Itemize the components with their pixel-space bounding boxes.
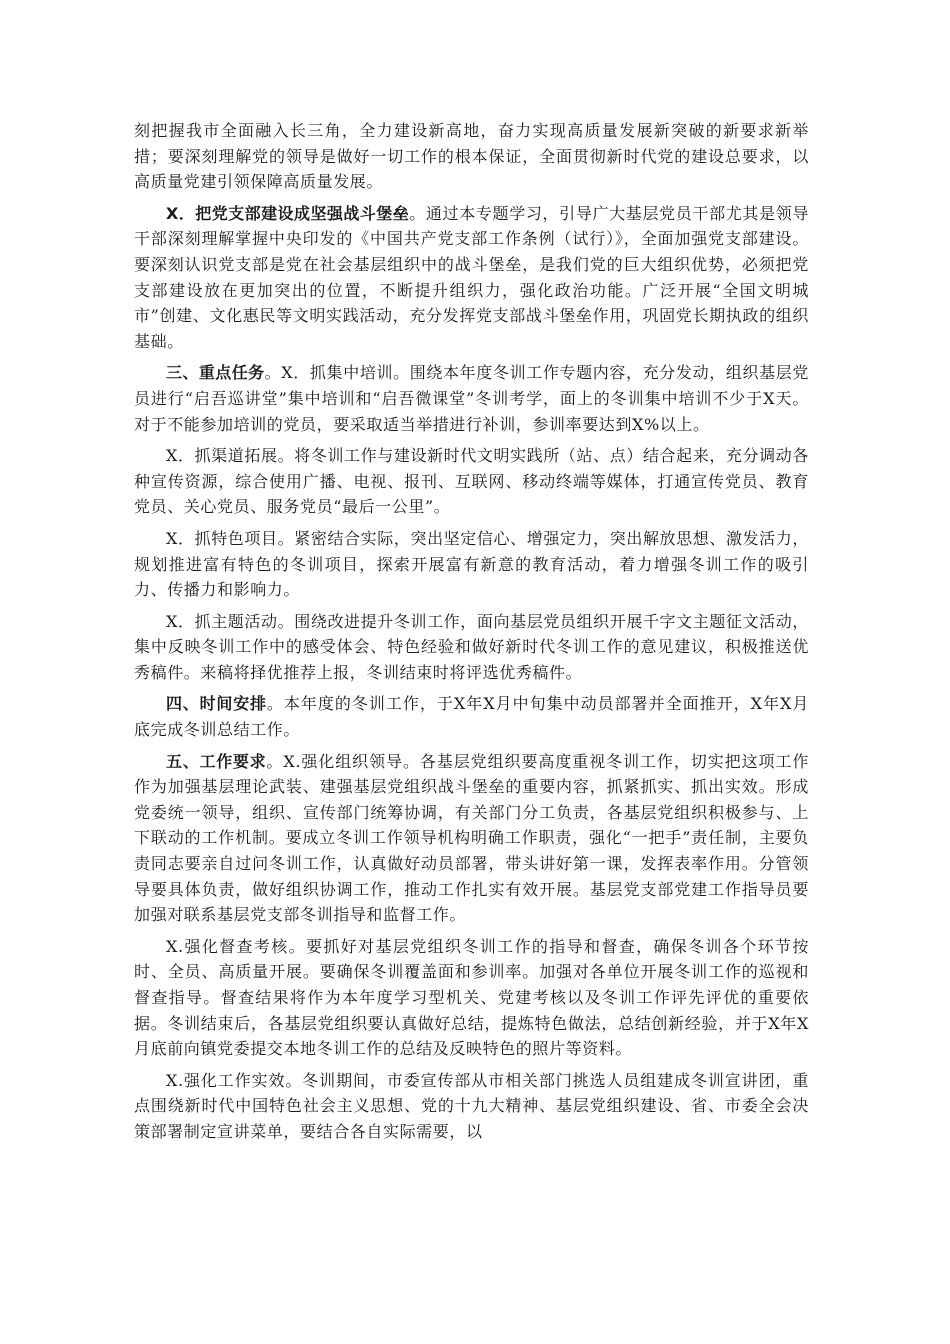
section-heading-key-tasks: 三、重点任务	[166, 363, 265, 383]
paragraph-text: X．抓渠道拓展。将冬训工作与建设新时代文明实践所（站、点）结合起来，充分调动各种宣传资源，综合使用广播、电视、报刊、互联网、移动终端等媒体，打通宣传党员、教育党员、关心党员、服务党员“最后一公里”。	[134, 446, 809, 517]
paragraph-schedule	[134, 691, 809, 742]
paragraph-lead: X．把党支部建设成坚强战斗堡垒	[166, 203, 410, 223]
paragraph-text: 。X．抓集中培训。围绕本年度冬训工作专题内容，充分发动，组织基层党员进行“启吾巡讲堂”集中培训和“启吾微课堂”冬训考学，面上的冬训集中培训不少于X天。对于不能参加培训的党员，要采取适当举措进行补训，参训率要达到X%以上。	[134, 363, 809, 434]
paragraph-text: 。通过本专题学习，引导广大基层党员干部尤其是领导干部深刻理解掌握中央印发的《中国共产党支部工作条例（试行）》，全面加强党支部建设。要深刻认识党支部是党在社会基层组织中的战斗堡垒，是我们党的巨大组织优势，必须把党支部建设放在更加突出的位置，不断提升组织力，强化政治功能。广泛开展“全国文明城市”创建、文化惠民等文明实践活动，充分发挥党支部战斗堡垒作用，巩固党长期执政的组织基础。	[134, 203, 809, 351]
paragraph-featured-projects	[134, 526, 809, 603]
section-heading-schedule: 四、时间安排	[166, 694, 267, 714]
paragraph-channel-expansion	[134, 443, 809, 520]
paragraph-party-branch	[134, 201, 809, 355]
paragraph-intro-continuation	[134, 118, 809, 195]
paragraph-text: X．抓特色项目。紧密结合实际，突出坚定信心、增强定力，突出解放思想、激发活力，规划推进富有特色的冬训项目，探索开展富有新意的教育活动，着力增强冬训工作的吸引力、传播力和影响力。	[134, 528, 809, 600]
paragraph-text: X.强化督查考核。要抓好对基层党组织冬训工作的指导和督查，确保冬训各个环节按时、全员、高质量开展。要确保冬训覆盖面和参训率。加强对各单位开展冬训工作的巡视和督查指导。督查结果将作为本年度学习型机关、党建考核以及冬训工作评先评优的重要依据。冬训结束后，各基层党组织要认真做好总结，提炼特色做法，总结创新经验，并于X年X月底前向镇党委提交本地冬训工作的总结及反映特色的照片等资料。	[134, 936, 809, 1059]
paragraph-supervision	[134, 934, 809, 1062]
document-body	[134, 118, 809, 1149]
paragraph-requirements	[134, 749, 809, 928]
paragraph-text: X．抓主题活动。围绕改进提升冬训工作，面向基层党员组织开展千字文主题征文活动，集中反映冬训工作中的感受体会、特色经验和做好新时代冬训工作的意见建议，积极推送优秀稿件。来稿将择优推荐上报，冬训结束时将评选优秀稿件。	[134, 611, 809, 682]
paragraph-effectiveness	[134, 1068, 809, 1145]
paragraph-theme-activities	[134, 609, 809, 686]
paragraph-key-tasks	[134, 360, 809, 437]
paragraph-text: 。X.强化组织领导。各基层党组织要高度重视冬训工作，切实把这项工作作为加强基层理论武装、建强基层党组织战斗堡垒的重要内容，抓紧抓实、抓出实效。形成党委统一领导，组织、宣传部门统筹协调，有关部门分工负责，各基层党组织积极参与、上下联动的工作机制。要成立冬训工作领导机构明确工作职责，强化“一把手”责任制，主要负责同志要亲自过问冬训工作，认真做好动员部署，带头讲好第一课，发挥表率作用。分管领导要具体负责，做好组织协调工作，推动工作扎实有效开展。基层党支部党建工作指导员要加强对联系基层党支部冬训指导和监督工作。	[134, 751, 809, 925]
paragraph-text: 。本年度的冬训工作，于X年X月中旬集中动员部署并全面推开，X年X月底完成冬训总结工作。	[134, 694, 809, 740]
paragraph-text: X.强化工作实效。冬训期间，市委宣传部从市相关部门挑选人员组建成冬训宣讲团，重点围绕新时代中国特色社会主义思想、党的十九大精神、基层党组织建设、省、市委全会决策部署制定宣讲菜单，要结合各自实际需要，以	[134, 1070, 809, 1141]
paragraph-text: 刻把握我市全面融入长三角，全力建设新高地，奋力实现高质量发展新突破的新要求新举措；要深刻理解党的领导是做好一切工作的根本保证，全面贯彻新时代党的建设总要求，以高质量党建引领保障高质量发展。	[134, 121, 809, 192]
section-heading-requirements: 五、工作要求	[166, 751, 267, 771]
